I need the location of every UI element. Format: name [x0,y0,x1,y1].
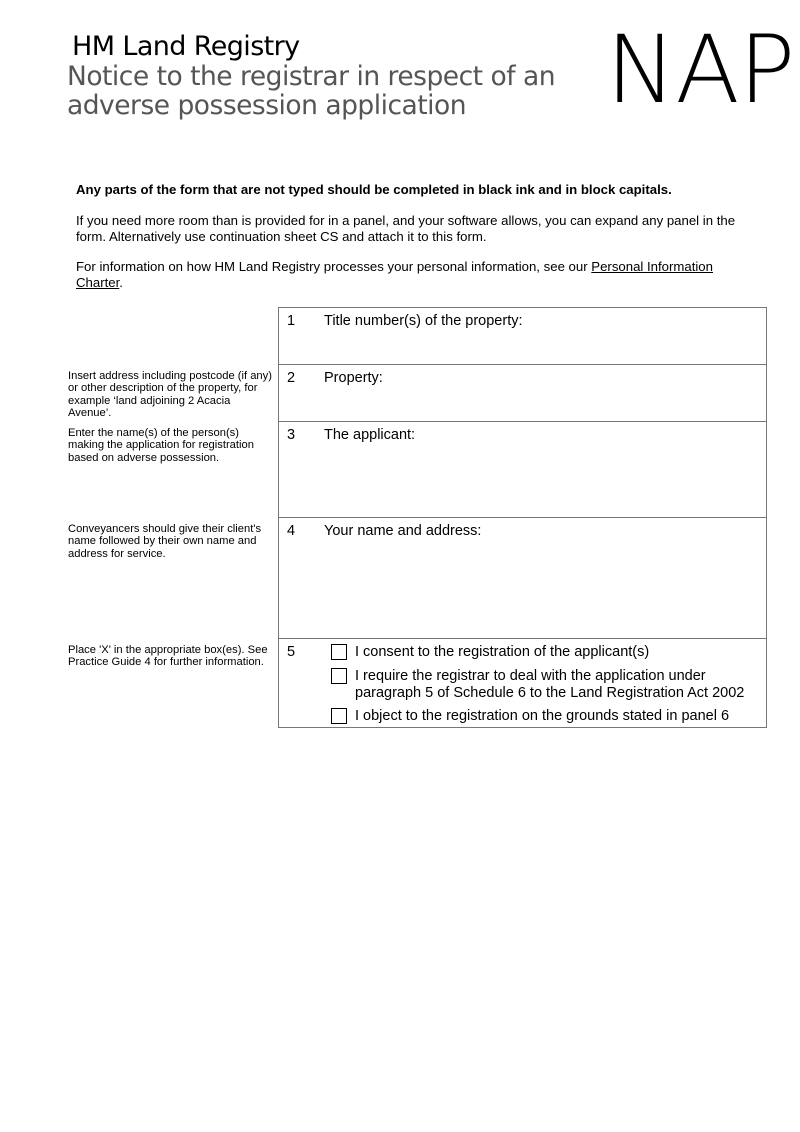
option-text-line2: paragraph 5 of Schedule 6 to the Land Registration Act 2002 [355,684,745,701]
intro-privacy [76,259,756,291]
panel-label: Property: [324,370,383,386]
panel-number: 2 [287,370,296,386]
guidance-panel-5: Place 'X' in the appropriate box(es). See Practice Guide 4 for further information. [68,644,268,669]
panel-1[interactable] [279,308,766,365]
organisation-name: HM Land Registry [72,31,300,62]
panel-label: The applicant: [324,427,416,443]
guidance-panel-4: Conveyancers should give their client's name followed by their own name and address for service. [68,523,262,560]
form-title-line2: adverse possession application [67,90,467,121]
option-text: I consent to the registration of the applicant(s) [355,644,650,660]
intro-block-capitals: Any parts of the form that are not typed should be completed in black ink and in block capitals. [76,182,672,197]
panel-number: 1 [287,313,296,329]
panel-4[interactable] [279,518,766,639]
consent-checkbox[interactable] [331,644,347,660]
form-title [67,62,587,120]
panel-5 [279,639,766,728]
object-checkbox[interactable] [331,708,347,724]
panels-table [278,307,767,728]
panel-number: 4 [287,523,296,539]
panel-number: 3 [287,427,296,443]
form-title-line1: Notice to the registrar in respect of an [67,61,555,92]
option-text: I object to the registration on the grounds stated in panel 6 [355,708,730,724]
option-text [355,668,775,701]
personal-information-charter-link[interactable]: Personal Information Charter [76,259,713,290]
privacy-prefix: For information on how HM Land Registry processes your personal information, see our [76,259,592,274]
privacy-suffix: . [119,275,123,290]
panel-number: 5 [287,644,296,660]
panel-label: Your name and address: [324,523,482,539]
form-code: NAP [606,16,795,125]
intro-more-room: If you need more room than is provided for in a panel, and your software allows, you can expand any panel in the form. Alternatively use continuation sheet CS and attach it to this form. [76,213,736,244]
require-registrar-checkbox[interactable] [331,668,347,684]
panel-label: Title number(s) of the property: [324,313,523,329]
option-text-line1: I require the registrar to deal with the application under [355,668,706,684]
guidance-panel-2: Insert address including postcode (if any) or other description of the property, for example ‘land adjoining 2 Acacia Avenue’. [68,370,272,419]
panel-3[interactable] [279,422,766,518]
guidance-panel-3: Enter the name(s) of the person(s) making the application for registration based on adverse possession. [68,427,254,464]
panel-2[interactable] [279,365,766,422]
